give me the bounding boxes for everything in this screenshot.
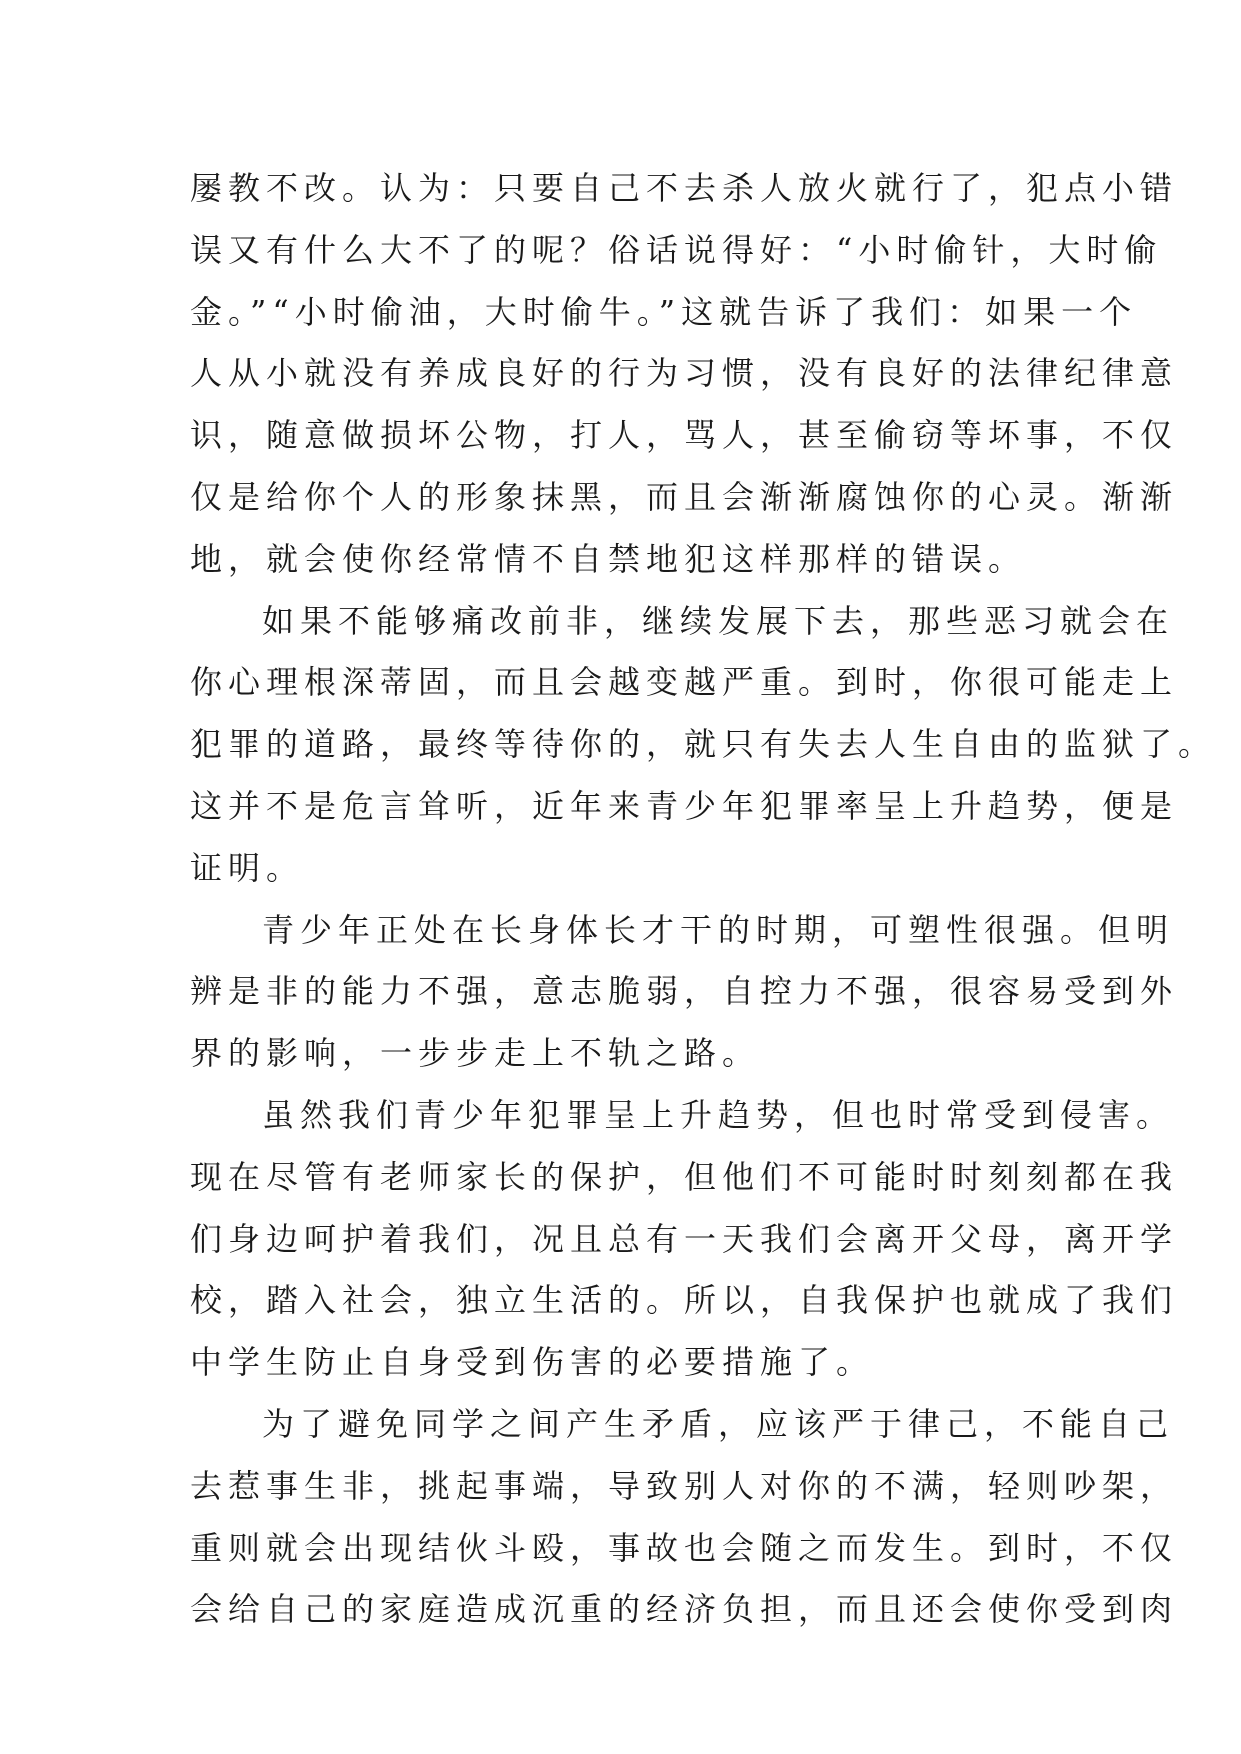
text-line: 去惹事生非，挑起事端，导致别人对你的不满，轻则吵架， [190, 1466, 1179, 1505]
body-text [190, 158, 1217, 1641]
text-line: 金。”“小时偷油，大时偷牛。”这就告诉了我们：如果一个 [190, 292, 1138, 331]
text-line: 界的影响，一步步走上不轨之路。 [190, 1034, 761, 1073]
text-line: 人从小就没有养成良好的行为习惯，没有良好的法律纪律意 [190, 354, 1179, 393]
text-line: 中学生防止自身受到伤害的必要措施了。 [190, 1343, 875, 1382]
text-line: 辨是非的能力不强，意志脆弱，自控力不强，很容易受到外 [190, 972, 1179, 1011]
paragraph-first-line: 虽然我们青少年犯罪呈上升趋势，但也时常受到侵害。 [262, 1095, 1175, 1134]
text-line: 校，踏入社会，独立生活的。所以，自我保护也就成了我们 [190, 1281, 1179, 1320]
text-line: 你心理根深蒂固，而且会越变越严重。到时，你很可能走上 [190, 663, 1179, 702]
text-line: 识，随意做损坏公物，打人，骂人，甚至偷窃等坏事，不仅 [190, 416, 1179, 455]
text-line: 屡教不改。认为：只要自己不去杀人放火就行了，犯点小错 [190, 169, 1179, 207]
text-line: 重则就会出现结伙斗殴，事故也会随之而发生。到时，不仅 [190, 1528, 1179, 1567]
text-line: 仅是给你个人的形象抹黑，而且会渐渐腐蚀你的心灵。渐渐 [190, 477, 1179, 516]
text-line: 会给自己的家庭造成沉重的经济负担，而且还会使你受到肉 [190, 1590, 1179, 1629]
paragraph-first-line: 如果不能够痛改前非，继续发展下去，那些恶习就会在 [262, 601, 1175, 640]
text-line: 地，就会使你经常情不自禁地犯这样那样的错误。 [190, 539, 1027, 578]
text-line: 犯罪的道路，最终等待你的，就只有失去人生自由的监狱了。 [190, 725, 1217, 764]
text-line: 证明。 [190, 848, 305, 887]
text-line: 这并不是危言耸听，近年来青少年犯罪率呈上升趋势，便是 [190, 786, 1179, 825]
text-line: 们身边呵护着我们，况且总有一天我们会离开父母，离开学 [190, 1219, 1179, 1258]
text-line: 现在尽管有老师家长的保护，但他们不可能时时刻刻都在我 [190, 1157, 1179, 1196]
text-line: 误又有什么大不了的呢？俗话说得好：“小时偷针，大时偷 [190, 230, 1163, 269]
paragraph-first-line: 青少年正处在长身体长才干的时期，可塑性很强。但明 [262, 910, 1175, 949]
paragraph-first-line: 为了避免同学之间产生矛盾，应该严于律己，不能自己 [262, 1404, 1175, 1443]
